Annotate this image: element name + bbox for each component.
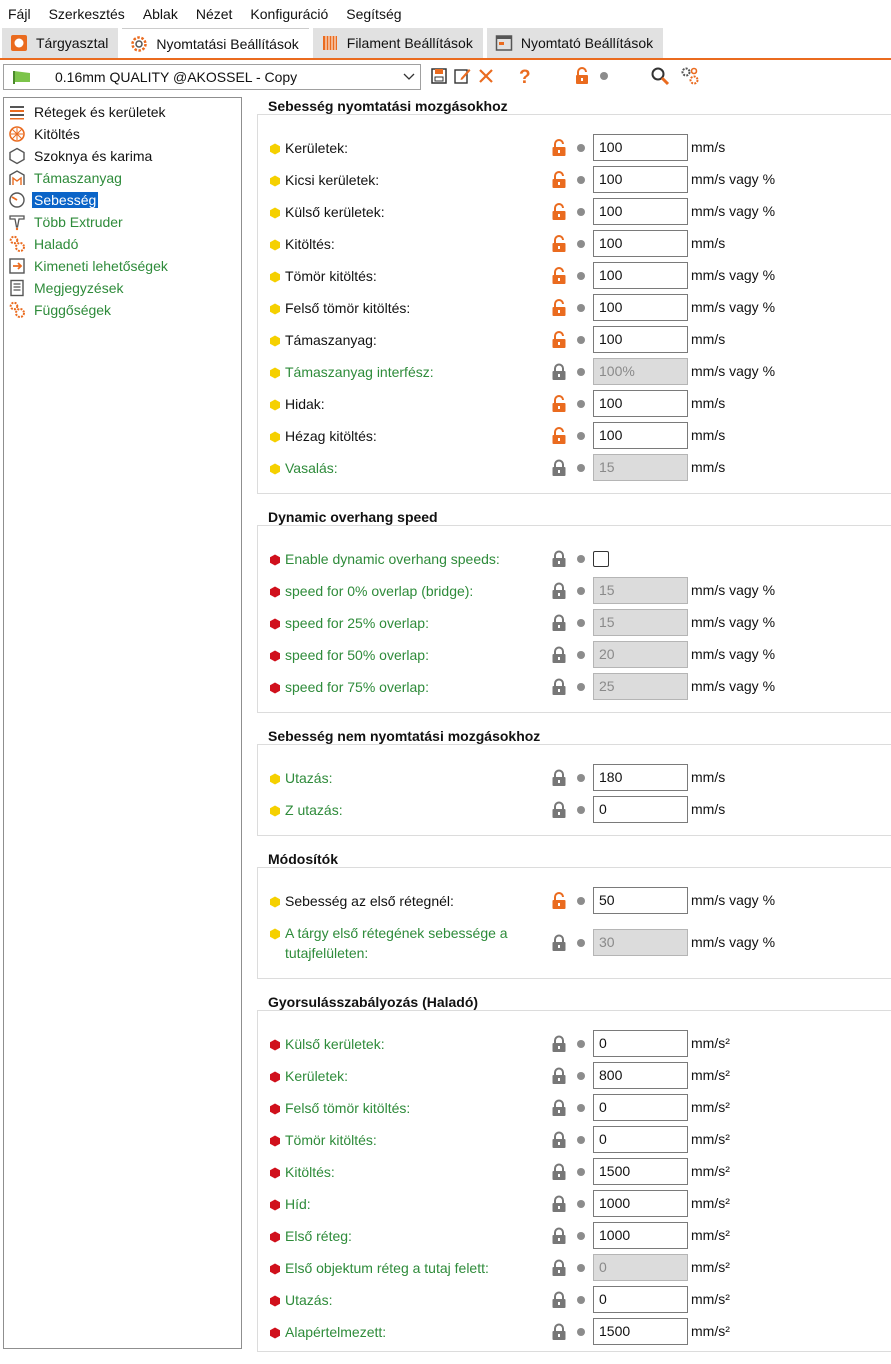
skirt-hexagon-icon <box>8 147 26 165</box>
option-value-input[interactable]: 180 <box>593 764 688 791</box>
reset-dot-icon[interactable] <box>577 336 585 344</box>
option-value-input[interactable]: 100 <box>593 262 688 289</box>
notes-icon <box>8 279 26 297</box>
svg-text:?: ? <box>519 67 531 86</box>
option-unit: mm/s <box>691 395 726 411</box>
unlocked-lock-icon[interactable] <box>550 892 568 910</box>
tree-item[interactable] <box>8 300 113 320</box>
option-label: Felső tömör kitöltés: <box>285 300 411 316</box>
menu-edit[interactable]: Szerkesztés <box>48 6 125 22</box>
menu-view[interactable]: Nézet <box>195 6 233 22</box>
option-label: Támaszanyag interfész: <box>285 364 434 380</box>
reset-dot-icon[interactable] <box>577 1104 585 1112</box>
option-value-input[interactable]: 100 <box>593 198 688 225</box>
red-hexagon-bullet-icon <box>269 1038 281 1050</box>
unlocked-lock-icon[interactable] <box>550 395 568 413</box>
option-value-input: 20 <box>593 641 688 668</box>
tab-plater[interactable] <box>2 28 118 58</box>
extruder-icon <box>8 213 26 231</box>
reset-dot-icon[interactable] <box>577 1136 585 1144</box>
option-unit: mm/s <box>691 459 726 475</box>
option-label: Külső kerületek: <box>285 1036 385 1052</box>
option-value-input[interactable]: 100 <box>593 166 688 193</box>
option-value-input[interactable]: 0 <box>593 1030 688 1057</box>
reset-dot-icon[interactable] <box>577 806 585 814</box>
reset-dot-icon[interactable] <box>577 464 585 472</box>
option-value-input[interactable]: 0 <box>593 1286 688 1313</box>
compare-cogs-icon <box>680 66 700 86</box>
locked-lock-icon[interactable] <box>550 1067 568 1085</box>
option-label: Hézag kitöltés: <box>285 428 377 444</box>
locked-lock-icon[interactable] <box>550 801 568 819</box>
yellow-hexagon-bullet-icon <box>269 398 281 410</box>
tree-item-label: Megjegyzések <box>34 280 124 296</box>
option-value-input: 25 <box>593 673 688 700</box>
group-title: Dynamic overhang speed <box>268 509 438 525</box>
reset-dot-icon[interactable] <box>577 432 585 440</box>
preset-toolbar <box>0 62 891 94</box>
red-hexagon-bullet-icon <box>269 1326 281 1338</box>
locked-lock-icon[interactable] <box>550 1195 568 1213</box>
infill-icon <box>8 125 26 143</box>
settings-group-box <box>257 1010 891 1352</box>
option-label: Híd: <box>285 1196 311 1212</box>
locked-lock-icon[interactable] <box>550 1131 568 1149</box>
option-value-input[interactable]: 0 <box>593 796 688 823</box>
unlocked-lock-icon[interactable] <box>550 235 568 253</box>
settings-group-box <box>257 744 891 836</box>
unlocked-lock-icon[interactable] <box>550 203 568 221</box>
reset-dot-icon[interactable] <box>577 774 585 782</box>
locked-lock-icon[interactable] <box>550 459 568 477</box>
search-button[interactable] <box>650 66 670 86</box>
tree-item[interactable] <box>8 234 80 254</box>
option-unit: mm/s <box>691 801 726 817</box>
unlocked-lock-icon[interactable] <box>550 267 568 285</box>
locked-lock-icon[interactable] <box>550 769 568 787</box>
save-icon <box>430 67 448 85</box>
yellow-hexagon-bullet-icon <box>269 772 281 784</box>
menu-help[interactable]: Segítség <box>346 6 402 22</box>
unlocked-lock-icon[interactable] <box>550 331 568 349</box>
option-unit: mm/s² <box>691 1131 730 1147</box>
red-hexagon-bullet-icon <box>269 617 281 629</box>
reset-dot-icon[interactable] <box>577 400 585 408</box>
tree-item[interactable] <box>8 256 170 276</box>
option-value-input[interactable]: 1000 <box>593 1190 688 1217</box>
option-label: Támaszanyag: <box>285 332 377 348</box>
option-label-line: tutajfelületen: <box>285 945 369 961</box>
option-label-line: A tárgy első rétegének sebessége a <box>285 925 508 941</box>
option-unit: mm/s vagy % <box>691 892 776 908</box>
tab-label: Nyomtató Beállítások <box>520 35 654 51</box>
reset-dot-icon[interactable] <box>577 304 585 312</box>
option-unit: mm/s² <box>691 1227 730 1243</box>
option-label: Kitöltés: <box>285 236 335 252</box>
red-hexagon-bullet-icon <box>269 1134 281 1146</box>
reset-dot-icon[interactable] <box>577 939 585 947</box>
rename-preset-button[interactable] <box>452 66 472 86</box>
reset-dot-icon[interactable] <box>577 1328 585 1336</box>
red-hexagon-bullet-icon <box>269 1166 281 1178</box>
reset-dot-icon[interactable] <box>577 1200 585 1208</box>
settings-category-tree <box>3 97 242 1349</box>
option-unit: mm/s <box>691 331 726 347</box>
option-label: Enable dynamic overhang speeds: <box>285 551 500 567</box>
red-hexagon-bullet-icon <box>269 1102 281 1114</box>
option-unit: mm/s² <box>691 1099 730 1115</box>
locked-lock-icon[interactable] <box>550 678 568 696</box>
group-title: Gyorsulásszabályozás (Haladó) <box>268 994 479 1010</box>
advanced-cogs-icon <box>8 235 26 253</box>
delete-x-icon <box>477 67 495 85</box>
option-unit: mm/s² <box>691 1291 730 1307</box>
yellow-hexagon-bullet-icon <box>269 270 281 282</box>
reset-dot-icon[interactable] <box>577 1168 585 1176</box>
option-label: speed for 0% overlap (bridge): <box>285 583 474 599</box>
unlocked-lock-icon[interactable] <box>550 299 568 317</box>
reset-dot-icon[interactable] <box>577 208 585 216</box>
red-hexagon-bullet-icon <box>269 1262 281 1274</box>
unlocked-lock-icon[interactable] <box>550 427 568 445</box>
help-button[interactable] <box>515 66 535 86</box>
menu-bar <box>0 0 891 28</box>
option-value-input: 15 <box>593 609 688 636</box>
reset-dot-icon[interactable] <box>577 651 585 659</box>
locked-lock-icon[interactable] <box>550 1227 568 1245</box>
option-value-input: 0 <box>593 1254 688 1281</box>
tab-printer-settings[interactable] <box>487 28 663 58</box>
option-unit: mm/s vagy % <box>691 646 776 662</box>
option-value-input: 100% <box>593 358 688 385</box>
option-unit: mm/s <box>691 139 726 155</box>
reset-dot-icon[interactable] <box>577 1232 585 1240</box>
group-title: Sebesség nem nyomtatási mozgásokhoz <box>268 728 541 744</box>
reset-dot-icon[interactable] <box>577 683 585 691</box>
locked-lock-icon[interactable] <box>550 1035 568 1053</box>
question-mark-icon <box>516 66 534 86</box>
option-unit: mm/s² <box>691 1323 730 1339</box>
option-value-input: 15 <box>593 454 688 481</box>
option-value-input[interactable]: 100 <box>593 294 688 321</box>
reset-dot-icon[interactable] <box>577 555 585 563</box>
option-value-input[interactable]: 0 <box>593 1126 688 1153</box>
layers-icon <box>8 103 26 121</box>
option-label: speed for 75% overlap: <box>285 679 429 695</box>
tree-item[interactable] <box>8 190 98 210</box>
locked-lock-icon[interactable] <box>550 934 568 952</box>
tab-label: Tárgyasztal <box>36 35 109 51</box>
tab-label: Nyomtatási Beállítások <box>156 35 299 52</box>
option-label: Hidak: <box>285 396 325 412</box>
option-value-input: 30 <box>593 929 688 956</box>
tree-item[interactable] <box>8 278 126 298</box>
preset-name: 0.16mm QUALITY @AKOSSEL - Copy <box>55 69 298 85</box>
delete-preset-button[interactable] <box>476 66 496 86</box>
option-label: Felső tömör kitöltés: <box>285 1100 411 1116</box>
edit-icon <box>453 67 471 85</box>
locked-lock-icon[interactable] <box>550 1323 568 1341</box>
reset-dot-icon[interactable] <box>577 897 585 905</box>
flag-icon <box>13 70 31 84</box>
reset-dot-icon[interactable] <box>577 176 585 184</box>
tree-item-label: Sebesség <box>34 192 97 208</box>
locked-lock-icon[interactable] <box>550 582 568 600</box>
red-hexagon-bullet-icon <box>269 681 281 693</box>
yellow-hexagon-bullet-icon <box>269 302 281 314</box>
unlocked-lock-icon[interactable] <box>550 139 568 157</box>
reset-dot-icon[interactable] <box>577 240 585 248</box>
tree-item[interactable] <box>8 102 168 122</box>
option-unit: mm/s <box>691 235 726 251</box>
print-settings-gear-icon <box>130 35 148 53</box>
option-unit: mm/s vagy % <box>691 678 776 694</box>
option-unit: mm/s vagy % <box>691 171 776 187</box>
tree-item-label: Szoknya és karima <box>34 148 153 164</box>
option-value-input[interactable]: 1000 <box>593 1222 688 1249</box>
option-label <box>285 923 508 963</box>
tree-item[interactable] <box>8 124 82 144</box>
option-label: Vasalás: <box>285 460 338 476</box>
filament-spool-icon <box>321 34 339 52</box>
option-label: Kitöltés: <box>285 1164 335 1180</box>
reset-dot-icon[interactable] <box>577 368 585 376</box>
red-hexagon-bullet-icon <box>269 649 281 661</box>
option-value-input[interactable]: 100 <box>593 134 688 161</box>
option-unit: mm/s <box>691 769 726 785</box>
option-unit: mm/s vagy % <box>691 582 776 598</box>
reset-dot-icon[interactable] <box>577 1296 585 1304</box>
menu-window[interactable]: Ablak <box>142 6 178 22</box>
dot-icon <box>600 72 608 80</box>
speed-clock-icon <box>8 191 26 209</box>
save-preset-button[interactable] <box>429 66 449 86</box>
compare-presets-button[interactable] <box>680 66 700 86</box>
option-unit: mm/s <box>691 427 726 443</box>
option-label: Külső kerületek: <box>285 204 385 220</box>
yellow-hexagon-bullet-icon <box>269 174 281 186</box>
tree-item[interactable] <box>8 212 125 232</box>
reset-dot-icon[interactable] <box>577 1072 585 1080</box>
red-hexagon-bullet-icon <box>269 1294 281 1306</box>
option-unit: mm/s vagy % <box>691 363 776 379</box>
option-unit: mm/s² <box>691 1163 730 1179</box>
yellow-hexagon-bullet-icon <box>269 206 281 218</box>
option-unit: mm/s² <box>691 1195 730 1211</box>
unlocked-lock-icon[interactable] <box>550 171 568 189</box>
group-title: Módosítók <box>268 851 338 867</box>
reset-dot-icon[interactable] <box>577 272 585 280</box>
yellow-hexagon-bullet-icon <box>269 804 281 816</box>
yellow-hexagon-bullet-icon <box>269 366 281 378</box>
dot-legend-button[interactable] <box>594 66 614 86</box>
locked-lock-icon[interactable] <box>550 614 568 632</box>
option-label: speed for 25% overlap: <box>285 615 429 631</box>
tree-item-label: Kimeneti lehetőségek <box>34 258 168 274</box>
tab-label: Filament Beállítások <box>346 35 473 51</box>
printer-icon <box>495 34 513 52</box>
locked-lock-icon[interactable] <box>550 550 568 568</box>
option-unit: mm/s vagy % <box>691 614 776 630</box>
locked-lock-icon[interactable] <box>550 1163 568 1181</box>
option-value-input: 15 <box>593 577 688 604</box>
option-value-input[interactable]: 50 <box>593 887 688 914</box>
search-icon <box>650 66 670 86</box>
menu-configuration[interactable]: Konfiguráció <box>250 6 329 22</box>
preset-dropdown[interactable] <box>3 64 421 90</box>
red-hexagon-bullet-icon <box>269 1230 281 1242</box>
option-unit: mm/s vagy % <box>691 203 776 219</box>
option-label: Kerületek: <box>285 1068 349 1084</box>
tree-item[interactable] <box>8 146 154 166</box>
locked-lock-icon[interactable] <box>550 1291 568 1309</box>
option-label: Alapértelmezett: <box>285 1324 387 1340</box>
yellow-hexagon-bullet-icon <box>269 895 281 907</box>
option-unit: mm/s vagy % <box>691 934 776 950</box>
group-title: Sebesség nyomtatási mozgásokhoz <box>268 98 508 114</box>
support-icon <box>8 169 26 187</box>
locked-lock-icon[interactable] <box>550 1099 568 1117</box>
option-label: Sebesség az első rétegnél: <box>285 893 454 909</box>
option-unit: mm/s vagy % <box>691 299 776 315</box>
yellow-hexagon-bullet-icon <box>269 334 281 346</box>
yellow-hexagon-bullet-icon <box>269 430 281 442</box>
red-hexagon-bullet-icon <box>269 585 281 597</box>
locked-lock-icon[interactable] <box>550 1259 568 1277</box>
red-hexagon-bullet-icon <box>269 1070 281 1082</box>
tree-item[interactable] <box>8 168 124 188</box>
option-label: Tömör kitöltés: <box>285 268 377 284</box>
option-value-input[interactable]: 0 <box>593 1094 688 1121</box>
tree-item-label: Haladó <box>34 236 79 252</box>
tree-item-label: Több Extruder <box>34 214 123 230</box>
option-unit: mm/s² <box>691 1259 730 1275</box>
option-label: Utazás: <box>285 1292 333 1308</box>
reset-dot-icon[interactable] <box>577 1040 585 1048</box>
option-label: Tömör kitöltés: <box>285 1132 377 1148</box>
tab-print-settings[interactable] <box>122 28 308 58</box>
unlocked-lock-icon <box>573 67 591 85</box>
yellow-hexagon-bullet-icon <box>269 462 281 474</box>
option-value-input[interactable]: 800 <box>593 1062 688 1089</box>
option-label: Első réteg: <box>285 1228 352 1244</box>
tab-filament-settings[interactable] <box>313 28 483 58</box>
red-hexagon-bullet-icon <box>269 1198 281 1210</box>
tree-item-label: Támaszanyag <box>34 170 122 186</box>
reset-dot-icon[interactable] <box>577 587 585 595</box>
yellow-hexagon-bullet-icon <box>269 142 281 154</box>
output-icon <box>8 257 26 275</box>
option-value-input[interactable]: 100 <box>593 230 688 257</box>
tree-item-label: Rétegek és kerületek <box>34 104 166 120</box>
reset-dot-icon[interactable] <box>577 1264 585 1272</box>
locked-lock-icon[interactable] <box>550 646 568 664</box>
reset-dot-icon[interactable] <box>577 619 585 627</box>
option-value-input[interactable]: 100 <box>593 390 688 417</box>
option-value-input[interactable]: 1500 <box>593 1158 688 1185</box>
tree-item-label: Függőségek <box>34 302 112 318</box>
tab-bar <box>0 28 891 60</box>
bed-icon <box>10 34 28 52</box>
menu-file[interactable]: Fájl <box>8 6 31 22</box>
option-unit: mm/s vagy % <box>691 267 776 283</box>
option-label: Utazás: <box>285 770 333 786</box>
locked-lock-icon[interactable] <box>550 363 568 381</box>
yellow-hexagon-bullet-icon <box>269 238 281 250</box>
yellow-hexagon-bullet-icon <box>269 927 281 939</box>
option-label: speed for 50% overlap: <box>285 647 429 663</box>
reset-dot-icon[interactable] <box>577 144 585 152</box>
option-label: Első objektum réteg a tutaj felett: <box>285 1260 489 1276</box>
option-unit: mm/s² <box>691 1067 730 1083</box>
lock-legend-button[interactable] <box>572 66 592 86</box>
chevron-down-icon <box>402 69 416 83</box>
option-value-input[interactable]: 1500 <box>593 1318 688 1345</box>
option-label: Z utazás: <box>285 802 343 818</box>
option-label: Kicsi kerületek: <box>285 172 380 188</box>
option-value-input[interactable]: 100 <box>593 326 688 353</box>
option-unit: mm/s² <box>691 1035 730 1051</box>
dependencies-cogs-icon <box>8 301 26 319</box>
red-hexagon-bullet-icon <box>269 553 281 565</box>
enable-dynamic-overhang-checkbox[interactable] <box>593 551 609 567</box>
option-value-input[interactable]: 100 <box>593 422 688 449</box>
option-label: Kerületek: <box>285 140 349 156</box>
tree-item-label: Kitöltés <box>34 126 80 142</box>
